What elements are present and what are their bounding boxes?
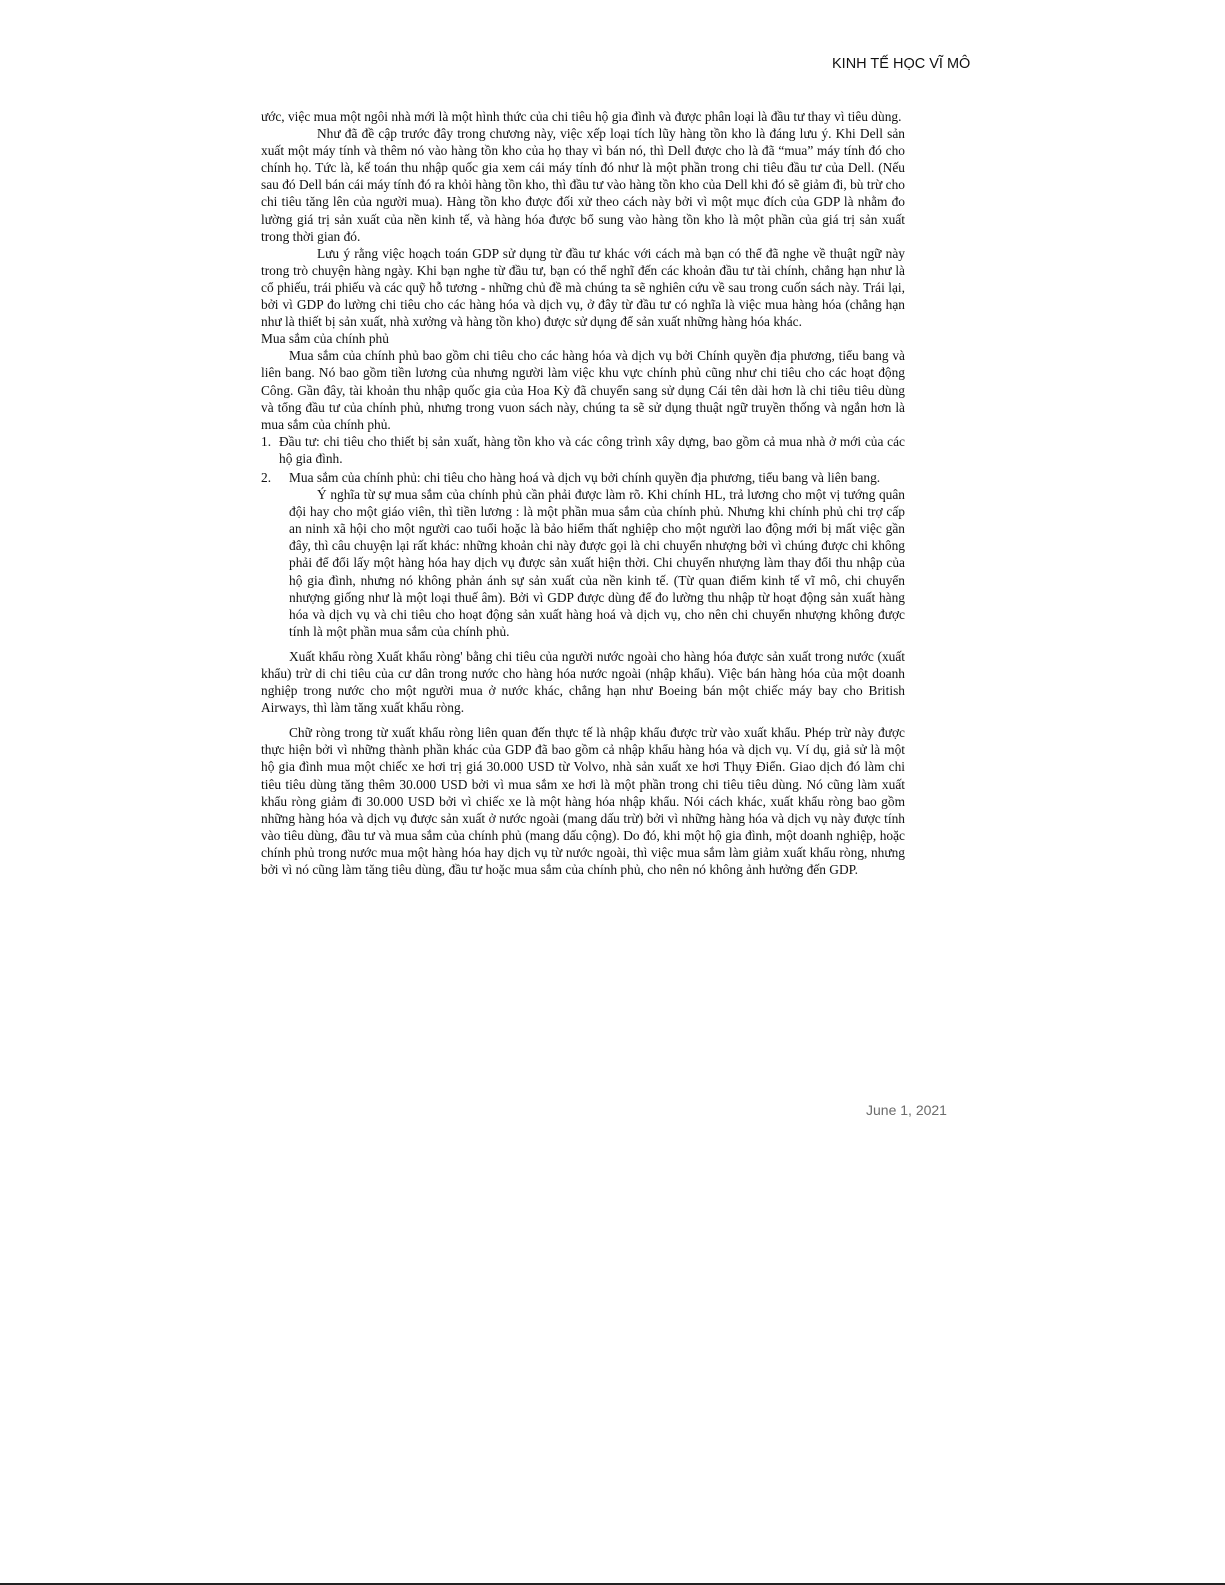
footer-date: June 1, 2021 [866,1102,947,1118]
list-number: 2. [261,469,272,485]
paragraph-government-purchases: Mua sắm của chính phủ bao gồm chi tiêu cho các hàng hóa và dịch vụ bởi Chính quyền địa phương, tiểu bang và liên bang. Nó bao gồm tiền lương của nhưng người làm việc khu vực chính phủ cũng như chi tiêu cho các hoạt động Công. Gần đây, tài khoản thu nhập quốc gia của Hoa Kỳ đã chuyển sang sử dụng Cái tên dài hơn là chi tiêu tiêu dùng và tổng đầu tư của chính phủ, nhưng trong vuon sách này, chúng ta sẽ sử dụng thuật ngữ truyền thống và ngắn hơn là mua sắm của chính phủ. [261,348,905,432]
transfer-payments-block [261,486,905,640]
section-heading-government-purchases: Mua sắm của chính phủ [261,331,389,347]
list-item-investment [261,433,905,467]
paragraph-net-exports-explained: Chữ ròng trong từ xuất khẩu ròng liên quan đến thực tế là nhập khẩu được trừ vào xuất khẩu. Phép trừ này được thực hiện bởi vì những thành phần khác của GDP đã bao gồm cả nhập khẩu hàng hóa và dịch vụ. Ví dụ, giả sử là một hộ gia đình mua một chiếc xe hơi trị giá 30.000 USD từ Volvo, nhà sản xuất xe hơi Thụy Điển. Giao dịch đó làm chi tiêu tiêu dùng tăng thêm 30.000 USD bởi vì mua sắm xe hơi là một phần trong chi tiêu tiêu dùng. Nó cũng làm xuất khẩu ròng giảm đi 30.000 USD bởi vì chiếc xe là một hàng hóa nhập khẩu. Nói cách khác, xuất khẩu ròng bao gồm những hàng hóa và dịch vụ được sản xuất ở nước ngoài (mang dấu trừ) bởi vì những hàng hóa và dịch vụ này được tính vào tiêu dùng, đầu tư và mua sắm của chính phủ (mang dấu cộng). Do đó, khi một hộ gia đình, một doanh nghiệp, hoặc chính phủ trong nước mua một hàng hóa hay dịch vụ từ nước ngoài, thì việc mua sắm làm giảm xuất khẩu ròng, nhưng bởi vì nó cũng làm tăng tiêu dùng, đầu tư hoặc mua sắm của chính phủ, cho nên nó không ảnh hưởng đến GDP. [261,725,905,878]
paragraph-investment-meaning: Lưu ý rằng việc hoạch toán GDP sử dụng từ đầu tư khác với cách mà bạn có thể đã nghe về thuật ngữ này trong trò chuyện hàng ngày. Khi bạn nghe từ đầu tư, bạn có thể nghĩ đến các khoản đầu tư tài chính, chẳng hạn như là cổ phiếu, trái phiếu và các quỹ hỗ tương - những chủ đề mà chúng ta sẽ nghiên cứu về sau trong cuốn sách này. Trái lại, bởi vì GDP đo lường chi tiêu cho các hàng hóa và dịch vụ, ở đây từ đầu tư có nghĩa là việc mua hàng hóa (chẳng hạn như là thiết bị sản xuất, nhà xưởng và hàng tồn kho) được sử dụng để sản xuất những hàng hóa khác. [261,245,905,330]
list-item-government [261,469,905,486]
running-header-title: KINH TẾ HỌC VĨ MÔ [832,56,971,72]
paragraph-inventory: Như đã đề cập trước đây trong chương này, việc xếp loại tích lũy hàng tồn kho là đáng lưu ý. Khi Dell sản xuất một máy tính và thêm nó vào hàng tồn kho của họ thay vì bán nó, thì Dell được cho là đã “mua” máy tính đó cho chính họ. Tức là, kế toán thu nhập quốc gia xem cái máy tính đó như là một phần trong chi tiêu đầu tư của Dell. (Nếu sau đó Dell bán cái máy tính đó ra khỏi hàng tồn kho, thì đầu tư vào hàng tồn kho của Dell khi đó sẽ giảm đi, bù trừ cho chi tiêu tăng lên của người mua). Hàng tồn kho được đối xử theo cách này bởi vì một mục đích của GDP là nhằm đo lường giá trị sản xuất của nền kinh tế, và hàng hóa được bổ sung vào hàng tồn kho là một phần của giá trị sản xuất trong thời gian đó. [261,126,905,244]
paragraph-transfer-payments: Ý nghĩa từ sự mua sắm của chính phủ cần phải được làm rõ. Khi chính HL, trả lương cho một vị tướng quân đội hay cho một giáo viên, thì tiền lương : là một phần mua sắm của chính phủ. Nhưng khi chính phủ chi trợ cấp an ninh xã hội cho một người cao tuổi hoặc là bảo hiểm thất nghiệp cho một người lao động mới bị mất việc gần đây, thì câu chuyện lại rất khác: những khoản chi này được gọi là chi chuyển nhượng bởi vì chúng được chi không phải để đổi lấy một hàng hóa hay dịch vụ được sản xuất hiện thời. Chi chuyển nhượng làm thay đổi thu nhập của hộ gia đình, nhưng nó không phản ánh sự sản xuất của nền kinh tế. (Từ quan điểm kinh tế vĩ mô, chi chuyển nhượng giống như là một loại thuế âm). Bởi vì GDP được dùng để đo lường thu nhập từ hoạt động sản xuất hàng hóa và dịch vụ và chi tiêu cho hoạt động sản xuất hàng hoá và dịch vụ, cho nên chi chuyển nhượng không được tính là một phần mua sắm của chính phủ. [289,487,905,639]
paragraph-net-exports: Xuất khẩu ròng Xuất khẩu ròng' bằng chi tiêu của người nước ngoài cho hàng hóa được sản xuất trong nước (xuất khẩu) trừ di chi tiêu của cư dân trong nước cho hàng hóa nước ngoài (nhập khẩu). Việc bán hàng hóa của một doanh nghiệp trong nước cho một người mua ở nước khác, chẳng hạn như Boeing bán một chiếc máy bay cho British Airways, thì làm tăng xuất khẩu ròng. [261,648,905,716]
list-number: 1. [261,433,272,449]
page-body [261,108,905,878]
list-item-text: Mua sắm của chính phủ: chi tiêu cho hàng hoá và dịch vụ bởi chính quyền địa phương, tiểu bang và liên bang. [289,469,881,485]
paragraph-investment-continued: ước, việc mua một ngôi nhà mới là một hình thức của chi tiêu hộ gia đình và được phân loại là đầu tư thay vì tiêu dùng. [261,109,902,124]
list-item-text: Đầu tư: chi tiêu cho thiết bị sản xuất, hàng tồn kho và các công trình xây dựng, bao gồm cả mua nhà ở mới của các hộ gia đình. [279,433,905,466]
